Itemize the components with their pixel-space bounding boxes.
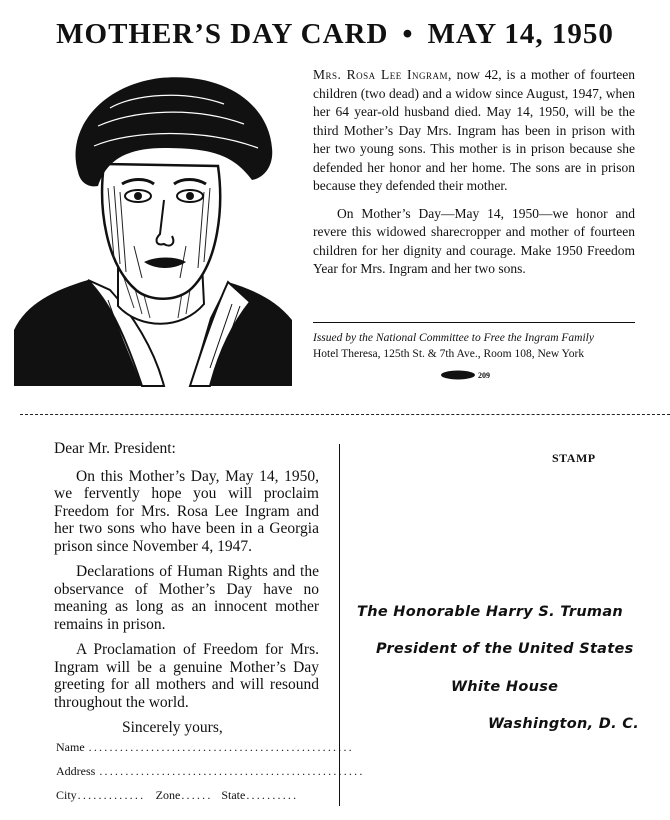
- story-lead-name: Mrs. Rosa Lee Ingram,: [313, 67, 452, 82]
- postcard-divider: [339, 444, 340, 806]
- signature-fields: [56, 740, 365, 812]
- stamp-area: STAMP: [552, 451, 596, 465]
- address-label: Address: [56, 764, 96, 778]
- letter-paragraph-1: On this Mother’s Day, May 14, 1950, we fervently hope you will proclaim Freedom for Mrs. Rosa Lee Ingram and her two sons who have been in a Georgia prison since November 4, 1947.: [54, 467, 319, 555]
- union-bug-icon: [440, 370, 476, 380]
- letter-paragraph-2: Declarations of Human Rights and the observance of Mother’s Day have no meaning as long as an innocent mother remains in prison.: [54, 563, 319, 633]
- committee-address: Hotel Theresa, 125th St. & 7th Ave., Room 108, New York: [313, 348, 585, 360]
- title-right: MAY 14, 1950: [427, 18, 614, 50]
- issued-by-block: [313, 330, 643, 362]
- city-zone-state-field[interactable]: [56, 788, 326, 812]
- story-divider: [313, 322, 635, 323]
- perforation-line: [20, 414, 670, 415]
- union-label: [440, 367, 490, 383]
- letter-to-president: [54, 440, 319, 737]
- state-dotted-line: ..........: [246, 788, 299, 802]
- union-label-number: 209: [478, 370, 490, 380]
- letter-paragraph-3: A Proclamation of Freedom for Mrs. Ingram will be a genuine Mother’s Day greeting for all mothers and will resound throughout the world.: [54, 641, 319, 711]
- name-field[interactable]: [56, 740, 354, 764]
- city-dotted-line: .............: [77, 788, 146, 802]
- recipient-title: President of the United States: [376, 641, 634, 657]
- name-dotted-line: ...................................................: [88, 740, 354, 754]
- address-dotted-line: ...................................................: [99, 764, 365, 778]
- story-paragraph-1: [313, 66, 635, 196]
- address-field[interactable]: [56, 764, 365, 788]
- recipient-name: The Honorable Harry S. Truman: [357, 604, 624, 620]
- portrait-drawing: [14, 68, 292, 386]
- story-text: [313, 66, 635, 279]
- portrait-illustration: [14, 68, 292, 386]
- zone-label: Zone: [155, 788, 181, 802]
- state-label: State: [221, 788, 246, 802]
- letter-salutation: Dear Mr. President:: [54, 440, 176, 457]
- zone-dotted-line: ......: [181, 788, 213, 802]
- title-separator: •: [402, 18, 414, 50]
- title-left: MOTHER’S DAY CARD: [56, 18, 389, 50]
- recipient-city: Washington, D. C.: [488, 716, 640, 732]
- issued-by-line: Issued by the National Committee to Free the Ingram Family: [313, 332, 594, 344]
- city-label: City: [56, 788, 77, 802]
- story-paragraph-1-text: now 42, is a mother of fourteen children (two dead) and a widow since August, 1947, when her 64 year-old husband died. May 14, 1950, will be the third Mother’s Day Mrs. Ingram has been in prison with her two young sons. This mother is in prison because she defended her honor and her home. The sons are in prison because they defended their mother.: [313, 67, 635, 193]
- story-paragraph-2: On Mother’s Day—May 14, 1950—we honor and revere this widowed sharecropper and mother of fourteen children for her dignity and courage. Make 1950 Freedom Year for Mrs. Ingram and her two sons.: [313, 205, 635, 276]
- recipient-building: White House: [451, 679, 559, 695]
- name-label: Name: [56, 740, 85, 754]
- card-title: [0, 18, 670, 51]
- letter-closing: Sincerely yours,: [122, 719, 223, 736]
